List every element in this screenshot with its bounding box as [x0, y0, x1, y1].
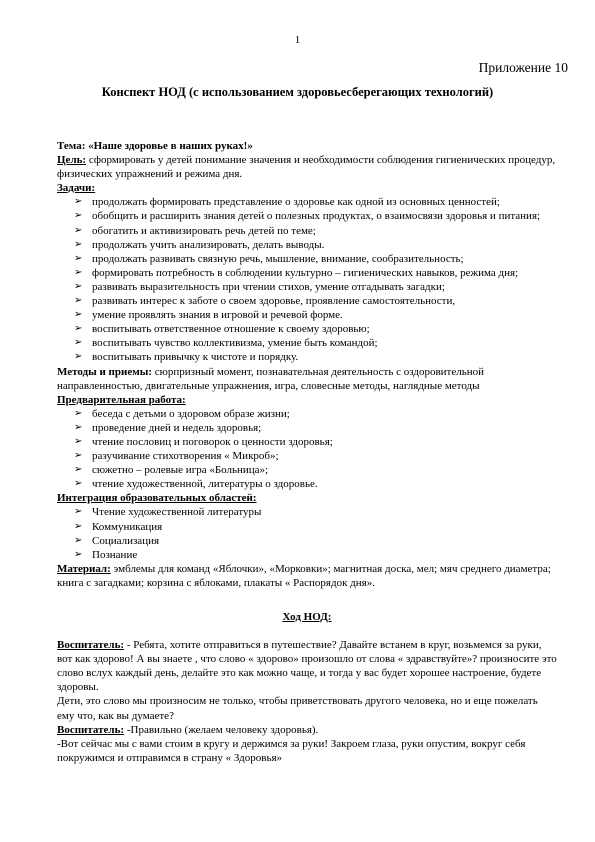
prelim-item: ➢ проведение дней и недель здоровья; — [74, 421, 262, 434]
task-item: ➢ воспитывать чувство коллективизма, умение быть командой; — [74, 337, 378, 350]
bullet-arrow-icon: ➢ — [74, 295, 83, 307]
task-item: ➢ формировать потребность в соблюдении культурно – гигиенических навыков, режима дня; — [74, 266, 519, 279]
bullet-arrow-icon: ➢ — [74, 337, 83, 349]
prelim-item: ➢ беседа с детьми о здоровом образе жизни; — [74, 407, 290, 420]
topic-label: Тема: «Наше здоровье в наших руках!» — [57, 140, 253, 152]
prelim-item: ➢ сюжетно – ролевые игра «Больница»; — [74, 464, 269, 477]
bullet-arrow-icon: ➢ — [74, 421, 83, 433]
bullet-arrow-icon: ➢ — [74, 238, 83, 250]
task-item: ➢ продолжать учить анализировать, делать выводы. — [74, 238, 325, 251]
prelim-list — [57, 407, 557, 492]
prelim-item: ➢ чтение пословиц и поговорок о ценности здоровья; — [74, 435, 333, 448]
task-item: ➢ развивать выразительность при чтении стихов, умение отгадывать загадки; — [74, 280, 445, 293]
bullet-arrow-icon: ➢ — [74, 351, 83, 363]
goal-paragraph — [57, 153, 557, 181]
prelim-heading: Предварительная работа: — [57, 393, 186, 406]
task-item: ➢ обогатить и активизировать речь детей по теме; — [74, 224, 316, 237]
bullet-arrow-icon: ➢ — [74, 450, 83, 462]
course-heading: Ход НОД: — [282, 611, 332, 623]
integration-list — [57, 505, 557, 561]
task-item: ➢ развивать интерес к заботе о своем здоровье, проявление самостоятельности, — [74, 295, 456, 308]
bullet-arrow-icon: ➢ — [74, 407, 83, 419]
appendix-label: Приложение 10 — [478, 60, 568, 75]
materials-text: эмблемы для команд «Яблочки», «Морковки»; магнитная доска, мел; мяч среднего диаметра; книга с загадками; корзина с яблоками, плакаты « Распорядок дня». — [57, 562, 551, 589]
speaker-label: Воспитатель: — [57, 723, 125, 736]
dialog-paragraph-2: Дети, это слово мы произносим не только, чтобы приветствовать другого человека, но и еще пожелать ему что, как вы думаете? — [57, 695, 538, 722]
task-item: ➢ обобщить и расширить знания детей о полезных продуктах, о взаимосвязи здоровья и питания; — [74, 210, 541, 223]
materials-paragraph — [57, 562, 557, 590]
tasks-heading: Задачи: — [57, 182, 96, 195]
methods-label: Методы и приемы: — [57, 365, 152, 378]
bullet-arrow-icon: ➢ — [74, 548, 83, 560]
bullet-arrow-icon: ➢ — [74, 464, 83, 476]
bullet-arrow-icon: ➢ — [74, 520, 83, 532]
speaker-label: Воспитатель: — [57, 639, 125, 652]
goal-text: сформировать у детей понимание значения и необходимости соблюдения гигиенических процедур, физических упражнений и режима дня. — [57, 154, 556, 181]
bullet-arrow-icon: ➢ — [74, 210, 83, 222]
bullet-arrow-icon: ➢ — [74, 323, 83, 335]
goal-label: Цель: — [57, 154, 87, 167]
task-item: ➢ воспитывать привычку к чистоте и порядку. — [74, 351, 299, 364]
tasks-list — [57, 195, 557, 364]
integration-item: ➢ Познание — [74, 548, 138, 561]
materials-label: Материал: — [57, 562, 111, 575]
task-item: ➢ продолжать формировать представление о здоровье как одной из основных ценностей; — [74, 196, 500, 209]
dialog-paragraph-1: Воспитатель: - Ребята, хотите отправиться в путешествие? Давайте встанем в круг, возьмемся за руки, вот как здорово! А вы знаете , что слово « здорово» произошло от слова « здравствуйте»? произносите это слово вслух каждый день, делайте это как можно чаще, и тогда у вас будет хорошее настроение, будете здоровы. — [57, 639, 557, 694]
bullet-arrow-icon: ➢ — [74, 478, 83, 490]
integration-heading: Интеграция образовательных областей: — [57, 492, 257, 505]
prelim-item: ➢ чтение художественной, литературы о здоровье. — [74, 478, 318, 491]
integration-item: ➢ Коммуникация — [74, 520, 163, 533]
document-body — [57, 139, 557, 765]
bullet-arrow-icon: ➢ — [74, 196, 83, 208]
dialog-paragraph-4: -Вот сейчас мы с вами стоим в кругу и держимся за руки! Закроем глаза, руки опустим, вокруг себя покружимся и отправимся в страну « Здоровья» — [57, 737, 526, 764]
bullet-arrow-icon: ➢ — [74, 534, 83, 546]
integration-item: ➢ Социализация — [74, 534, 160, 547]
bullet-arrow-icon: ➢ — [74, 309, 83, 321]
task-item: ➢ воспитывать ответственное отношение к своему здоровью; — [74, 323, 370, 336]
prelim-item: ➢ разучивание стихотворения « Микроб»; — [74, 450, 279, 463]
bullet-arrow-icon: ➢ — [74, 435, 83, 447]
methods-paragraph — [57, 365, 557, 393]
methods-text: сюрпризный момент, познавательная деятельность с оздоровительной направленностью, двигательные упражнения, игра, словесные методы, наглядные методы — [57, 365, 485, 392]
bullet-arrow-icon: ➢ — [74, 280, 83, 292]
task-item: ➢ умение проявлять знания в игровой и речевой форме. — [74, 309, 343, 322]
task-item: ➢ продолжать развивать связную речь, мышление, внимание, сообразительность; — [74, 252, 464, 265]
bullet-arrow-icon: ➢ — [74, 506, 83, 518]
topic-line — [57, 139, 557, 153]
bullet-arrow-icon: ➢ — [74, 266, 83, 278]
document-title: Конспект НОД (с использованием здоровьесберегающих технологий) — [101, 85, 494, 99]
page-number: 1 — [294, 34, 301, 46]
dialog-paragraph-3: Воспитатель: -Правильно (желаем человеку здоровья). — [57, 723, 319, 736]
bullet-arrow-icon: ➢ — [74, 252, 83, 264]
bullet-arrow-icon: ➢ — [74, 224, 83, 236]
integration-item: ➢ Чтение художественной литературы — [74, 506, 262, 519]
